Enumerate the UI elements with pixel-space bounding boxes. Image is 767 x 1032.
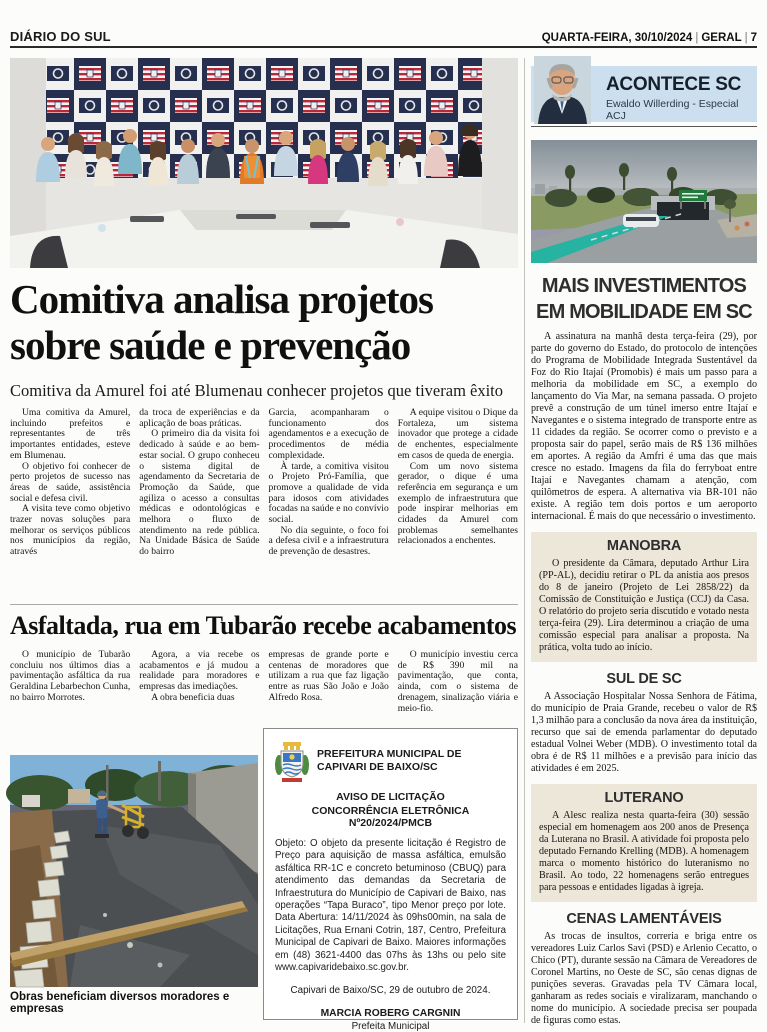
notice-header: [275, 739, 506, 783]
banner-byline: Ewaldo Willerding - Especial ACJ: [606, 98, 739, 122]
city-crest-icon: [275, 739, 309, 783]
columnist-photo: [534, 56, 591, 124]
acontece-sc-banner: [531, 56, 757, 128]
street-photo-illustration: [10, 755, 258, 987]
article2-column-2: [139, 650, 259, 750]
sidebar-heading-mobilidade: MAIS INVESTIMENTOS EM MOBILIDADE EM SC: [536, 275, 752, 323]
article-paragraph: empresas de grande porte e centenas de moradores que utilizam a rua que faz ligação entre as ruas São João e João Alfredo Rosa.: [268, 649, 389, 703]
article-paragraph: O primeiro dia da visita foi dedicado à saúde e ao bem-estar social. O grupo conheceu o sistema digital de agendamento da Secretaria de Promoção da Saúde, que agiliza o acesso a consultas médicas e odontológicas e melhora o fluxo de atendimento na rede pública. Na Unidade Básica de Saúde do bairro: [139, 428, 260, 558]
sidebar-text-sul-de-sc: [531, 691, 757, 775]
notice-title: AVISO DE LICITAÇÃO: [336, 791, 445, 803]
sidebar-section-luterano: [531, 784, 757, 902]
newspaper-brand: DIÁRIO DO SUL: [10, 29, 111, 44]
issue-date: QUARTA-FEIRA, 30/10/2024: [541, 32, 693, 44]
notice-subtitle: CONCORRÊNCIA ELETRÔNICA Nº20/2024/PMCB: [311, 805, 470, 829]
street-photo-caption: Obras beneficiam diversos moradores e empresas: [10, 991, 230, 1015]
masthead: [10, 26, 757, 44]
article1-column-3: [269, 408, 389, 602]
sidebar-paragraph: A assinatura na manhã desta terça-feira (29), por parte do governo do Estado, do protocolo de intenções do Programa de Mobilidade Integrada Sustentável da Foz do Rio Itajaí (Promobis) é mais um passo para a melhoria da mobilidade em SC, a exemplo do lançamento do Via Mar, na semana passada. O projeto prevê a construção de um túnel imerso entre Itajaí e Navegantes e o sistema integrado de transporte entre as 11 cidades da região. Se ocorrer como o previsto e a proposta sair do papel, serão mais de R$ 136 milhões em aportes. A região da Amfri é uma das que mais cresce no estado. Imagens da fila do ferryboat entre Itajaí e Navegantes chamam a atenção, com quilômetros de espera. A alternativa via BR-101 não existe. A região tem dois portos e um aeroporto internacional. É mais do que necessário o investimento.: [531, 331, 757, 522]
article-paragraph: A visita teve como objetivo trazer novas soluções para melhorar os serviços públicos nos municípios da região, através: [10, 503, 131, 558]
article-paragraph: Agora, a via recebe os acabamentos e já mudou a realidade para moradores e empresas das imediações.: [139, 649, 260, 693]
sidebar-heading-manobra: MANOBRA: [606, 538, 682, 554]
sidebar-heading-luterano: LUTERANO: [604, 790, 684, 806]
article-paragraph: A equipe visitou o Dique da Fortaleza, um sistema inovador que protege a cidade de enchentes, especialmente em casos de queda de energia.: [397, 407, 518, 461]
banner-title: ACONTECE SC: [606, 74, 741, 95]
article-paragraph: da troca de experiências e da aplicação de boas práticas.: [139, 407, 260, 429]
article1-headline: Comitiva analisa projetos sobre saúde e prevenção: [10, 276, 433, 369]
article1-column-1: [10, 408, 130, 602]
sidebar-heading-cenas: CENAS LAMENTÁVEIS: [566, 911, 722, 927]
article2-headline: Asfaltada, rua em Tubarão recebe acabamentos: [10, 611, 517, 640]
article1-column-2: [139, 408, 259, 602]
sidebar-text-luterano: [539, 810, 749, 894]
article-paragraph: Com um novo sistema gerador, o dique é uma referência em segurança e um exemplo de infraestrutura que pode inspirar melhorias em cidades da Amurel com problemas semelhantes relacionados a enchentes.: [397, 460, 518, 547]
sidebar-paragraph: A Alesc realiza nesta quarta-feira (30) sessão especial em homenagem aos 200 anos de Presença da Luterana no Brasil. A atividade foi proposta pelo deputado Fernando Krelling (MDB). A homenagem marca o momento histórico do luteranismo no Brasil. Ao todo, 22 homenagens serão entregues para pessoas e entidades ligadas à igreja.: [539, 810, 749, 893]
vertical-column-rule: [524, 58, 525, 1023]
sidebar-paragraph: O presidente da Câmara, deputado Arthur Lira (PP-AL), decidiu retirar o PL da anistia aos presos do 8 de janeiro (Projeto de Lei 2858/22) da Comissão de Constituição e Justiça (CCJ) da Casa. O relatório do projeto seria discutido e votado nesta terça-feira (29). Lira determinou a criação de uma comissão especial para analisar a proposta. Na prática, volta tudo ao início.: [539, 558, 749, 653]
issue-section: GERAL: [701, 32, 742, 44]
article1-body: [10, 408, 518, 602]
tunnel-render-image: [531, 140, 757, 263]
notice-signer-title: Prefeita Municipal: [351, 1021, 430, 1032]
street-photo: [10, 755, 258, 987]
sidebar-text-mobilidade: [531, 331, 757, 523]
article-paragraph: O município investiu cerca de R$ 390 mil na pavimentação, que conta, ainda, com o sistema de drenagem, sinalização viária e meio-fio.: [397, 649, 518, 714]
sidebar-paragraph: As trocas de insultos, correria e briga entre os vereadores Luiz Carlos Savi (PSD) e Arlenio Cecatto, o Chico (PT), durante sessão na Câmara de Vereadores de Coronel Martins, no Oeste de SC, são cenas dignas de punições severas. Gravadas pela TV Câmara local, ganharam as redes sociais e viralizaram, manchando o nome do município. A sociedade precisa ser poupada de figuras como estas.: [531, 931, 757, 1026]
divider: |: [744, 32, 748, 44]
article1-subheadline: Comitiva da Amurel foi até Blumenau conhecer projetos que tiveram êxito: [10, 381, 504, 400]
notice-body-text: Objeto: O objeto da presente licitação é Registro de Preço para aquisição de massa asfáltica, emulsão asfáltica RR-1C e concreto betuminoso (CBUQ) para atendimento das demandas da Secretaria de Infraestrutura do Município de Capivari de Baixo, nas operações “Tapa Buraco”, tipo Menor preço por lote. Data Abertura: 14/11/2024 às 09hs00min, na sala de Licitações, Rua Ernani Cotrin, 187, Centro, Prefeitura Municipal de Capivari de Baixo. Maiores informações em (48) 3621-4400 das 07hs às 13hs ou pelo site www.capivaridebaixo.sc.gov.br.: [275, 838, 506, 974]
article-paragraph: À tarde, a comitiva visitou o Projeto Pró-Família, que promove a qualidade de vida para idosos com atividades focadas na saúde e no convívio social.: [268, 460, 389, 526]
notice-dateline: Capivari de Baixo/SC, 29 de outubro de 2024.: [290, 985, 491, 997]
notice-signer-name: MARCIA ROBERG CARGNIN: [320, 1008, 461, 1020]
divider: |: [695, 32, 699, 44]
banner-text: [606, 74, 757, 122]
article2-column-1: [10, 650, 130, 750]
sidebar-section-manobra: [531, 532, 757, 662]
article-paragraph: A obra beneficia duas: [151, 691, 235, 703]
article-paragraph: No dia seguinte, o foco foi a defesa civil e a infraestrutura de prevenção de desastres.: [268, 524, 389, 558]
article-paragraph: O objetivo foi conhecer de perto projetos de sucesso nas áreas de saúde, assistência social e defesa civil.: [10, 460, 131, 504]
article-paragraph: O município de Tubarão concluiu nos últimos dias a pavimentação asfáltica da rua Geraldina Lebarbechon Cunha, no bairro Morrotes.: [10, 649, 131, 703]
sidebar-heading-sul-de-sc: SUL DE SC: [606, 671, 682, 687]
group-photo-illustration: [10, 58, 518, 268]
issue-info: [542, 32, 757, 44]
sidebar-paragraph: A Associação Hospitalar Nossa Senhora de Fátima, do município de Praia Grande, recebeu o valor de R$ 1,3 milhão para a conclusão da nova área da instituição, recurso que sai de emenda parlamentar do deputado estadual Volnei Weber (MDB). O investimento total da obra é de R$ 11 milhões e a previsão para início das atividades é em 2025.: [531, 691, 757, 774]
sidebar-text-manobra: [539, 558, 749, 654]
banner-rule: [531, 126, 757, 127]
article1-column-4: [398, 408, 518, 602]
sidebar-text-cenas: [531, 931, 757, 1027]
issue-page: 7: [750, 32, 757, 44]
article-divider-rule: [10, 604, 518, 605]
sidebar-column: [531, 56, 757, 1027]
group-photo: [10, 58, 518, 268]
article-paragraph: Garcia, acompanharam o funcionamento dos agendamentos e a execução de procedimentos de média complexidade.: [268, 407, 389, 461]
masthead-rule: [10, 46, 757, 48]
notice-org-name: PREFEITURA MUNICIPAL DE CAPIVARI DE BAIXO/SC: [317, 747, 462, 773]
public-notice-box: [263, 728, 518, 1032]
article-paragraph: Uma comitiva da Amurel, incluindo prefeitos e representantes de três importantes entidades, esteve em Blumenau.: [10, 407, 131, 461]
